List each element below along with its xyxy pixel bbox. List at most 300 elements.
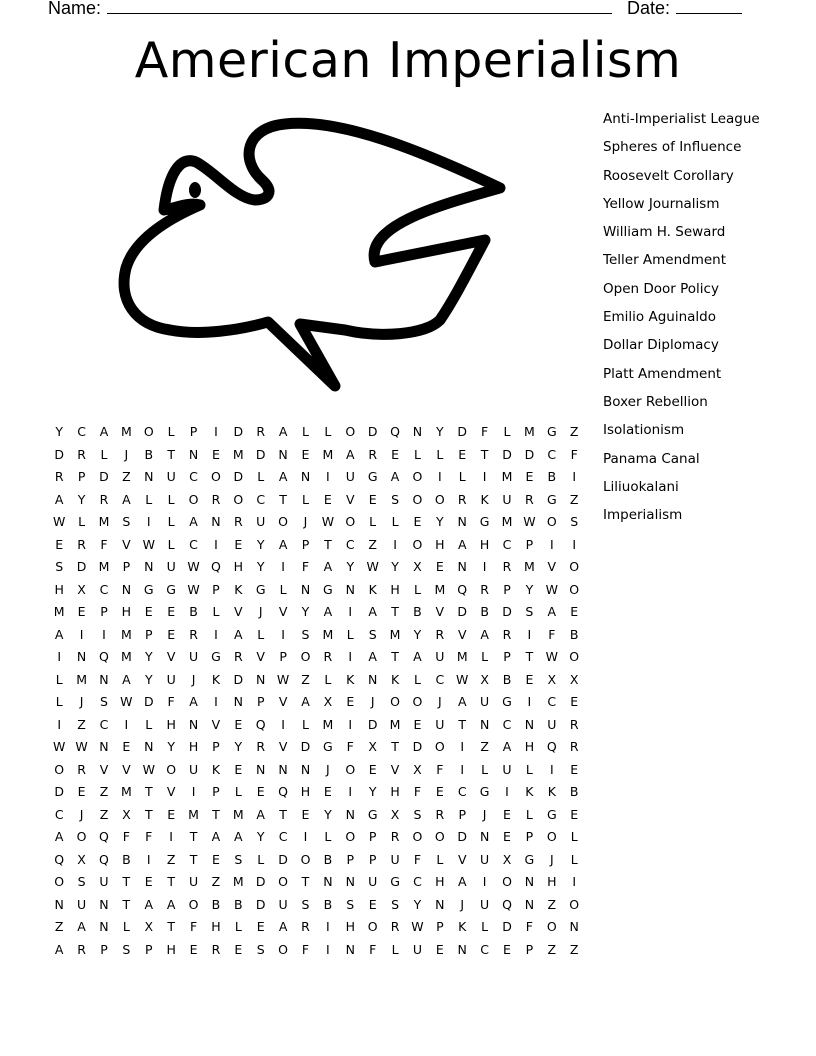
grid-letter: T — [480, 446, 489, 462]
grid-letter: S — [391, 491, 400, 507]
grid-letter: L — [167, 424, 175, 439]
grid-letter: Y — [256, 829, 265, 844]
grid-letter: U — [390, 851, 400, 867]
grid-letter: T — [301, 874, 310, 889]
grid-letter: Z — [368, 536, 377, 552]
grid-letter: I — [281, 559, 285, 574]
grid-letter: L — [481, 649, 489, 664]
grid-letter: L — [122, 919, 130, 934]
grid-letter: N — [345, 941, 355, 957]
grid-letter: O — [345, 424, 356, 439]
grid-letter: E — [435, 559, 444, 574]
grid-letter: O — [569, 581, 580, 597]
grid-letter: C — [256, 491, 266, 507]
grid-letter: N — [121, 581, 132, 597]
grid-letter: L — [413, 581, 421, 597]
grid-letter: J — [79, 806, 84, 822]
grid-letter: W — [187, 559, 200, 574]
grid-row — [48, 556, 585, 579]
grid-letter: H — [233, 559, 244, 574]
grid-letter: G — [502, 694, 512, 709]
grid-letter: J — [303, 514, 308, 529]
grid-letter: I — [326, 941, 330, 957]
grid-letter: G — [390, 874, 400, 889]
grid-letter: P — [212, 581, 220, 597]
grid-letter: W — [411, 919, 424, 934]
grid-letter: T — [212, 806, 220, 822]
grid-letter: T — [189, 829, 198, 844]
grid-row — [48, 669, 585, 692]
grid-letter: A — [77, 919, 86, 934]
grid-letter: L — [324, 424, 332, 439]
grid-letter: H — [390, 784, 400, 799]
grid-letter: E — [570, 604, 579, 619]
grid-letter: E — [167, 626, 176, 642]
grid-letter: I — [572, 536, 577, 552]
grid-letter: D — [502, 446, 512, 462]
grid-letter: R — [390, 829, 400, 844]
word-list-item: Isolationism — [603, 422, 685, 439]
grid-letter: D — [300, 739, 311, 754]
grid-letter: Z — [54, 919, 64, 934]
grid-letter: E — [256, 919, 265, 934]
grid-letter: V — [122, 536, 131, 552]
grid-letter: I — [326, 469, 330, 484]
grid-letter: C — [345, 536, 355, 552]
grid-letter: P — [503, 581, 511, 597]
grid-letter: T — [189, 851, 198, 867]
grid-letter: Z — [77, 716, 86, 732]
grid-letter: U — [502, 761, 512, 777]
grid-letter: D — [278, 851, 288, 867]
grid-letter: N — [569, 919, 579, 934]
grid-letter: E — [122, 739, 131, 754]
grid-letter: S — [301, 896, 310, 912]
grid-letter: E — [570, 806, 579, 822]
grid-letter: U — [99, 874, 109, 889]
grid-letter: I — [482, 559, 487, 574]
grid-letter: F — [122, 829, 130, 844]
grid-letter: I — [549, 536, 554, 552]
grid-letter: H — [166, 716, 176, 732]
grid-letter: G — [524, 851, 535, 867]
grid-letter: U — [188, 874, 199, 889]
grid-letter: M — [389, 716, 401, 732]
grid-letter: D — [255, 874, 266, 889]
grid-letter: A — [278, 424, 288, 439]
grid-letter: N — [367, 671, 378, 687]
grid-letter: P — [503, 649, 511, 664]
grid-letter: I — [146, 851, 151, 867]
grid-letter: U — [547, 716, 557, 732]
grid-letter: O — [367, 919, 378, 934]
grid-letter: U — [166, 559, 176, 574]
grid-letter: R — [211, 491, 221, 507]
grid-letter: Q — [99, 851, 109, 867]
grid-letter: D — [233, 424, 244, 439]
grid-letter: N — [256, 761, 266, 777]
grid-letter: U — [368, 874, 378, 889]
grid-letter: F — [548, 626, 556, 642]
grid-row — [48, 624, 585, 647]
grid-letter: F — [436, 761, 444, 777]
grid-row — [48, 646, 585, 669]
grid-letter: G — [546, 806, 557, 822]
grid-letter: X — [368, 739, 377, 754]
grid-letter: M — [232, 446, 244, 462]
grid-letter: Q — [255, 716, 266, 732]
word-list-item: Yellow Journalism — [603, 195, 720, 212]
grid-letter: I — [348, 784, 353, 799]
grid-letter: N — [144, 739, 154, 754]
grid-letter: L — [167, 514, 175, 529]
grid-letter: V — [345, 491, 355, 507]
grid-letter: V — [211, 716, 221, 732]
grid-letter: A — [457, 536, 467, 552]
grid-letter: L — [257, 851, 265, 867]
grid-letter: C — [502, 716, 512, 732]
grid-letter: Q — [502, 896, 512, 912]
grid-letter: N — [457, 941, 467, 957]
word-list-item: Open Door Policy — [603, 280, 719, 297]
grid-letter: L — [78, 514, 86, 529]
grid-letter: O — [278, 514, 289, 529]
grid-letter: I — [57, 649, 62, 664]
grid-letter: N — [76, 649, 87, 664]
grid-letter: U — [480, 851, 490, 867]
grid-letter: N — [300, 469, 311, 484]
grid-letter: H — [166, 941, 176, 957]
grid-letter: V — [99, 761, 109, 777]
grid-letter: E — [211, 446, 220, 462]
grid-letter: I — [348, 649, 353, 664]
grid-letter: N — [345, 874, 355, 889]
grid-letter: Y — [144, 671, 153, 687]
grid-letter: T — [391, 739, 399, 754]
grid-letter: O — [569, 649, 580, 664]
grid-letter: N — [99, 671, 109, 687]
grid-letter: P — [279, 649, 287, 664]
grid-letter: Q — [278, 784, 289, 799]
grid-letter: A — [278, 469, 288, 484]
grid-letter: K — [390, 671, 400, 687]
grid-letter: R — [457, 491, 467, 507]
grid-letter: D — [524, 446, 535, 462]
grid-letter: E — [234, 941, 243, 957]
grid-letter: C — [278, 829, 288, 844]
grid-letter: A — [234, 626, 243, 642]
grid-letter: V — [435, 604, 445, 619]
grid-letter: G — [367, 469, 378, 484]
grid-letter: W — [545, 649, 558, 664]
grid-letter: U — [435, 716, 445, 732]
grid-letter: D — [143, 694, 154, 709]
grid-letter: O — [233, 491, 244, 507]
grid-letter: X — [323, 694, 333, 709]
grid-letter: Y — [167, 739, 175, 754]
word-list-item: Emilio Aguinaldo — [603, 309, 717, 326]
grid-row — [48, 781, 585, 804]
grid-letter: M — [389, 626, 401, 642]
grid-letter: O — [412, 694, 423, 709]
word-list-item: Teller Amendment — [603, 252, 727, 269]
grid-letter: K — [211, 671, 221, 687]
grid-letter: W — [53, 739, 66, 754]
grid-letter: Q — [99, 829, 109, 844]
grid-letter: R — [77, 941, 86, 957]
grid-letter: L — [145, 491, 153, 507]
grid-letter: E — [368, 491, 377, 507]
grid-letter: F — [301, 559, 310, 574]
grid-letter: M — [53, 604, 65, 619]
grid-letter: K — [525, 784, 534, 799]
grid-letter: E — [570, 761, 579, 777]
grid-letter: I — [527, 626, 532, 642]
grid-letter: A — [234, 829, 243, 844]
grid-letter: K — [480, 491, 489, 507]
grid-letter: W — [276, 671, 290, 687]
grid-letter: L — [234, 919, 242, 934]
grid-letter: L — [481, 919, 489, 934]
grid-letter: U — [502, 491, 512, 507]
grid-letter: L — [481, 761, 489, 777]
grid-letter: D — [54, 446, 65, 462]
grid-letter: T — [144, 806, 153, 822]
grid-letter: V — [166, 649, 176, 664]
grid-letter: N — [524, 874, 535, 889]
word-list-item: Platt Amendment — [603, 365, 722, 382]
grid-letter: J — [124, 446, 129, 462]
grid-letter: X — [77, 851, 86, 867]
grid-letter: D — [457, 424, 468, 439]
name-field — [48, 0, 612, 19]
grid-letter: L — [100, 446, 108, 462]
grid-row — [48, 736, 585, 759]
grid-letter: H — [479, 536, 490, 552]
grid-letter: P — [346, 851, 355, 867]
word-list-item: Panama Canal — [603, 450, 700, 467]
grid-letter: N — [256, 671, 266, 687]
grid-letter: X — [480, 671, 489, 687]
grid-letter: L — [234, 784, 242, 799]
grid-letter: L — [391, 941, 399, 957]
grid-letter: H — [54, 581, 64, 597]
grid-letter: Z — [122, 469, 131, 484]
grid-letter: K — [547, 784, 556, 799]
grid-letter: S — [234, 851, 243, 867]
grid-letter: Y — [525, 581, 534, 597]
grid-letter: L — [570, 829, 578, 844]
grid-letter: N — [278, 446, 288, 462]
grid-letter: M — [120, 649, 132, 664]
grid-row — [48, 759, 585, 782]
grid-letter: U — [480, 694, 490, 709]
grid-letter: N — [300, 581, 311, 597]
grid-letter: M — [76, 671, 87, 687]
grid-letter: X — [390, 806, 400, 822]
grid-letter: E — [503, 941, 511, 957]
grid-letter: B — [189, 604, 198, 619]
grid-letter: E — [167, 806, 176, 822]
grid-letter: P — [301, 536, 310, 552]
grid-letter: I — [572, 874, 577, 889]
grid-row — [48, 939, 585, 962]
grid-letter: R — [99, 491, 109, 507]
grid-letter: V — [166, 784, 176, 799]
grid-letter: F — [481, 424, 489, 439]
grid-letter: C — [99, 581, 109, 597]
grid-letter: F — [369, 941, 377, 957]
grid-letter: A — [301, 694, 310, 709]
grid-row — [48, 691, 585, 714]
grid-letter: I — [393, 536, 397, 552]
grid-letter: D — [255, 896, 266, 912]
grid-letter: H — [188, 739, 199, 754]
grid-row — [48, 894, 585, 917]
grid-letter: T — [458, 716, 467, 732]
grid-letter: D — [255, 446, 266, 462]
grid-letter: E — [144, 604, 153, 619]
word-list-item: Spheres of Influence — [603, 139, 742, 156]
grid-letter: A — [390, 469, 400, 484]
grid-letter: Z — [569, 491, 579, 507]
grid-letter: H — [345, 919, 355, 934]
grid-letter: Y — [256, 536, 265, 552]
grid-letter: I — [214, 424, 218, 439]
grid-letter: E — [301, 806, 310, 822]
grid-letter: O — [412, 491, 423, 507]
grid-letter: P — [368, 829, 377, 844]
grid-letter: W — [456, 671, 469, 687]
grid-letter: W — [142, 536, 155, 552]
grid-letter: S — [301, 626, 310, 642]
grid-letter: Y — [346, 559, 355, 574]
name-blank — [107, 0, 612, 14]
grid-letter: N — [211, 514, 221, 529]
grid-letter: F — [167, 694, 175, 709]
grid-letter: E — [211, 851, 220, 867]
grid-letter: I — [214, 694, 218, 709]
date-blank — [676, 0, 742, 14]
grid-letter: U — [480, 896, 490, 912]
grid-letter: A — [54, 829, 64, 844]
grid-letter: E — [234, 716, 243, 732]
grid-letter: G — [211, 649, 221, 664]
grid-letter: O — [546, 514, 557, 529]
grid-letter: K — [346, 671, 355, 687]
grid-letter: A — [122, 491, 131, 507]
grid-letter: Z — [99, 806, 109, 822]
grid-letter: A — [54, 626, 64, 642]
grid-letter: L — [346, 626, 354, 642]
grid-letter: H — [211, 919, 221, 934]
grid-letter: N — [323, 874, 333, 889]
grid-letter: A — [189, 514, 198, 529]
grid-letter: B — [413, 604, 422, 619]
grid-letter: X — [77, 581, 86, 597]
grid-letter: F — [413, 784, 422, 799]
grid-letter: M — [188, 806, 199, 822]
grid-letter: F — [100, 536, 108, 552]
grid-letter: P — [144, 941, 153, 957]
grid-letter: N — [300, 761, 311, 777]
grid-letter: R — [256, 424, 266, 439]
grid-letter: L — [458, 469, 466, 484]
grid-letter: L — [302, 716, 309, 732]
grid-letter: L — [302, 491, 309, 507]
grid-letter: E — [55, 536, 64, 552]
grid-letter: R — [323, 649, 333, 664]
grid-letter: O — [434, 491, 445, 507]
grid-letter: F — [346, 739, 354, 754]
grid-letter: T — [122, 896, 131, 912]
grid-letter: Z — [166, 851, 176, 867]
grid-letter: C — [189, 536, 198, 552]
grid-letter: S — [55, 559, 64, 574]
grid-letter: R — [368, 446, 377, 462]
grid-letter: N — [524, 716, 535, 732]
grid-letter: V — [278, 739, 288, 754]
grid-letter: Z — [569, 424, 579, 439]
grid-letter: U — [435, 649, 445, 664]
grid-letter: O — [300, 649, 311, 664]
grid-letter: R — [435, 626, 445, 642]
grid-letter: R — [77, 446, 86, 462]
grid-letter: O — [143, 424, 154, 439]
grid-letter: D — [76, 559, 87, 574]
grid-letter: V — [122, 761, 131, 777]
grid-letter: O — [166, 761, 177, 777]
grid-letter: J — [482, 806, 487, 822]
grid-letter: P — [189, 424, 198, 439]
grid-letter: W — [53, 514, 66, 529]
grid-letter: R — [525, 491, 534, 507]
grid-letter: B — [211, 896, 221, 912]
grid-letter: G — [479, 514, 490, 529]
grid-letter: E — [435, 941, 444, 957]
grid-letter: Q — [99, 649, 109, 664]
grid-row — [48, 601, 585, 624]
grid-letter: L — [55, 694, 63, 709]
grid-letter: I — [79, 626, 84, 642]
grid-letter: S — [100, 694, 108, 709]
grid-row — [48, 579, 585, 602]
grid-letter: M — [98, 559, 110, 574]
grid-letter: P — [525, 829, 534, 844]
grid-letter: J — [258, 604, 263, 619]
grid-letter: Q — [54, 851, 65, 867]
grid-letter: G — [143, 581, 154, 597]
grid-letter: D — [502, 919, 512, 934]
grid-letter: T — [279, 491, 287, 507]
grid-letter: A — [99, 424, 109, 439]
grid-letter: O — [502, 874, 512, 889]
date-label: Date: — [627, 0, 671, 18]
grid-letter: V — [547, 559, 557, 574]
grid-letter: Y — [234, 739, 243, 754]
word-list-item: Anti-Imperialist League — [603, 111, 760, 127]
grid-letter: C — [77, 424, 86, 439]
grid-letter: I — [124, 716, 129, 732]
grid-letter: L — [324, 671, 332, 687]
grid-letter: E — [413, 716, 422, 732]
grid-letter: A — [480, 626, 489, 642]
grid-letter: I — [214, 536, 218, 552]
grid-letter: R — [233, 514, 243, 529]
grid-letter: L — [503, 424, 511, 439]
page-title: American Imperialism — [134, 32, 682, 89]
grid-letter: E — [570, 694, 579, 709]
